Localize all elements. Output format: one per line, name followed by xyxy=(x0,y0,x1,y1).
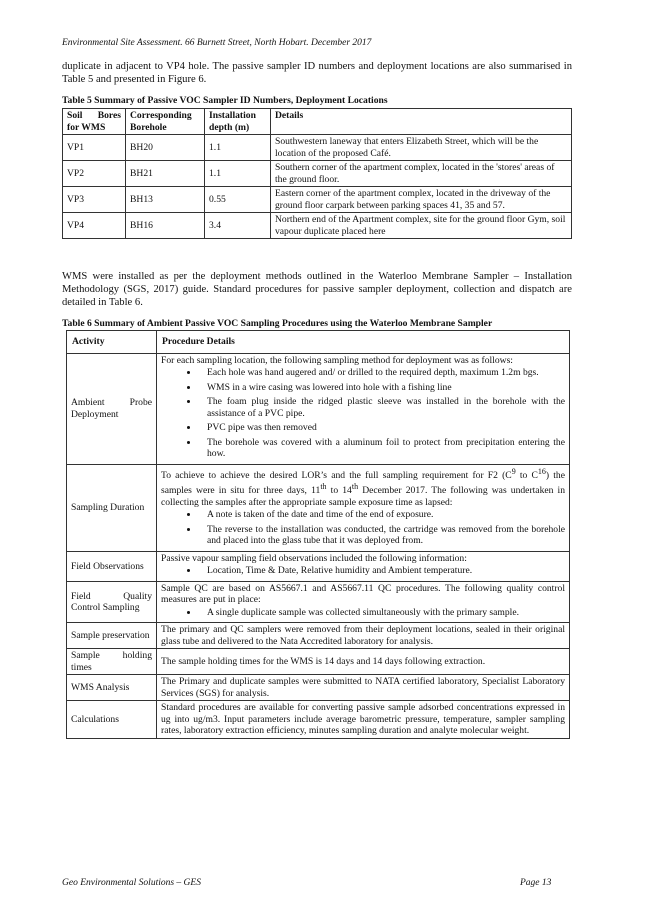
page-number: Page 13 xyxy=(520,878,552,888)
document-header: Environmental Site Assessment. 66 Burnett Street, North Hobart. December 2017 xyxy=(62,38,372,48)
procedure-text: Passive vapour sampling field observations included the following information: xyxy=(161,552,467,564)
table5-cell: Eastern corner of the apartment complex, located in the driveway of the ground floor carpark between parking spaces 41, 35 and 57. xyxy=(271,187,572,213)
table5-cell: 3.4 xyxy=(205,213,271,239)
intro-paragraph: duplicate in adjacent to VP4 hole. The passive sampler ID numbers and deployment locations are also summarised in Table 5 and presented in Figure 6. xyxy=(62,61,572,86)
bullet-item: • A single duplicate sample was collected simultaneously with the primary sample. xyxy=(199,607,565,619)
table6-header-row xyxy=(67,331,570,354)
activity-cell: Field Quality Control Sampling xyxy=(67,581,157,623)
bullet-item: • The borehole was covered with a aluminum foil to protect from precipitation entering the how. xyxy=(199,437,565,460)
table6-row-holding xyxy=(67,649,570,675)
procedure-cell: The Primary and duplicate samples were submitted to NATA certified laboratory, Specialist Laboratory Services (SGS) for analysis. xyxy=(157,675,570,701)
methods-paragraph: WMS were installed as per the deployment methods outlined in the Waterloo Membrane Sampler – Installation Methodology (SGS, 2017) guide. Standard procedures for passive sampler deployment, collection and dispatch are detailed in Table 6. xyxy=(62,271,572,309)
table5-cell: 0.55 xyxy=(205,187,271,213)
table6-row-deployment xyxy=(67,353,570,464)
table6-row-field-qc xyxy=(67,581,570,623)
table6-row-field-observations xyxy=(67,551,570,581)
table5-row xyxy=(63,161,572,187)
procedure-intro: To achieve to achieve the desired LOR’s and the full sampling requirement for F2 ($C^9$ to $C^{16}$) the samples were in situ for three days, 11th to 14th December 2017. The following was undertaken in collecting the samples after the appropriate sample exposure time as lapsed: xyxy=(161,466,565,508)
bullet-item: • The foam plug inside the ridged plastic sleeve was installed in the borehole with the assistance of a PVC pipe. xyxy=(199,396,565,419)
table5-header: Installation depth (m) xyxy=(205,109,271,135)
bullet-item: • WMS in a wire casing was lowered into hole with a fishing line xyxy=(199,382,565,394)
activity-cell: Field Observations xyxy=(67,551,157,581)
table6-row-analysis xyxy=(67,675,570,701)
procedure-cell xyxy=(157,581,570,623)
table5-cell: VP1 xyxy=(63,135,126,161)
procedure-bullets xyxy=(161,607,565,619)
procedure-cell xyxy=(157,464,570,551)
table5-cell: Southwestern laneway that enters Elizabeth Street, which will be the location of the proposed Café. xyxy=(271,135,572,161)
bullet-item: • A note is taken of the date and time of the end of exposure. xyxy=(199,509,565,521)
table5 xyxy=(62,108,572,239)
table5-header: Details xyxy=(271,109,572,135)
procedure-cell xyxy=(157,551,570,581)
procedure-intro: For each sampling location, the following sampling method for deployment was as follows: xyxy=(161,354,513,366)
table5-header: Corresponding Borehole xyxy=(126,109,205,135)
procedure-cell xyxy=(157,353,570,464)
procedure-cell: The sample holding times for the WMS is 14 days and 14 days following extraction. xyxy=(157,649,570,675)
table6 xyxy=(66,330,570,739)
table5-header-row xyxy=(63,109,572,135)
table5-cell: Northern end of the Apartment complex, site for the ground floor Gym, soil vapour duplicate placed here xyxy=(271,213,572,239)
table5-cell: 1.1 xyxy=(205,161,271,187)
table5-cell: 1.1 xyxy=(205,135,271,161)
table6-caption: Table 6 Summary of Ambient Passive VOC Sampling Procedures using the Waterloo Membrane Sampler xyxy=(62,318,493,329)
table5-cell: BH13 xyxy=(126,187,205,213)
bullet-item: • The reverse to the installation was conducted, the cartridge was removed from the borehole and placed into the glass tube that it was deployed from. xyxy=(199,524,565,547)
procedure-bullets xyxy=(161,367,565,460)
table6-header: Procedure Details xyxy=(157,331,570,354)
table5-cell: BH16 xyxy=(126,213,205,239)
table5-cell: BH20 xyxy=(126,135,205,161)
bullet-item: • Each hole was hand augered and/ or drilled to the required depth, maximum 1.2m bgs. xyxy=(199,367,565,379)
procedure-bullets xyxy=(161,565,565,577)
table5-cell: VP2 xyxy=(63,161,126,187)
procedure-cell: Standard procedures are available for converting passive sample adsorbed concentrations expressed in ug into ug/m3. Input parameters include average barometric pressure, temperature, sampler sampling rates, laboratory extraction efficiency, minutes sampling duration and analyte molecular weight. xyxy=(157,701,570,739)
activity-cell: Sampling Duration xyxy=(67,464,157,551)
bullet-item: • PVC pipe was then removed xyxy=(199,422,565,434)
table5-caption: Table 5 Summary of Passive VOC Sampler ID Numbers, Deployment Locations xyxy=(62,95,388,106)
table5-cell: BH21 xyxy=(126,161,205,187)
table5-cell: VP4 xyxy=(63,213,126,239)
table6-header: Activity xyxy=(67,331,157,354)
table5-row xyxy=(63,187,572,213)
table5-row xyxy=(63,135,572,161)
activity-cell: WMS Analysis xyxy=(67,675,157,701)
table6-row-preservation xyxy=(67,623,570,649)
table6-row-calculations xyxy=(67,701,570,739)
activity-cell: Sample preservation xyxy=(67,623,157,649)
activity-cell: Sample holding times xyxy=(67,649,157,675)
table5-row xyxy=(63,213,572,239)
footer-left: Geo Environmental Solutions – GES xyxy=(62,878,201,888)
table5-cell: VP3 xyxy=(63,187,126,213)
activity-cell: Calculations xyxy=(67,701,157,739)
activity-cell: Ambient Probe Deployment xyxy=(67,353,157,464)
table6-row-duration xyxy=(67,464,570,551)
procedure-cell: The primary and QC samplers were removed from their deployment locations, sealed in their original glass tube and delivered to the Nata Accredited laboratory for analysis. xyxy=(157,623,570,649)
procedure-text: Sample QC are based on AS5667.1 and AS5667.11 QC procedures. The following quality control measures are put in place: xyxy=(161,582,565,606)
table5-cell: Southern corner of the apartment complex, located in the 'stores' areas of the ground floor. xyxy=(271,161,572,187)
table5-header: Soil Bores for WMS xyxy=(63,109,126,135)
bullet-item: • Location, Time & Date, Relative humidity and Ambient temperature. xyxy=(199,565,565,577)
procedure-bullets xyxy=(161,509,565,547)
